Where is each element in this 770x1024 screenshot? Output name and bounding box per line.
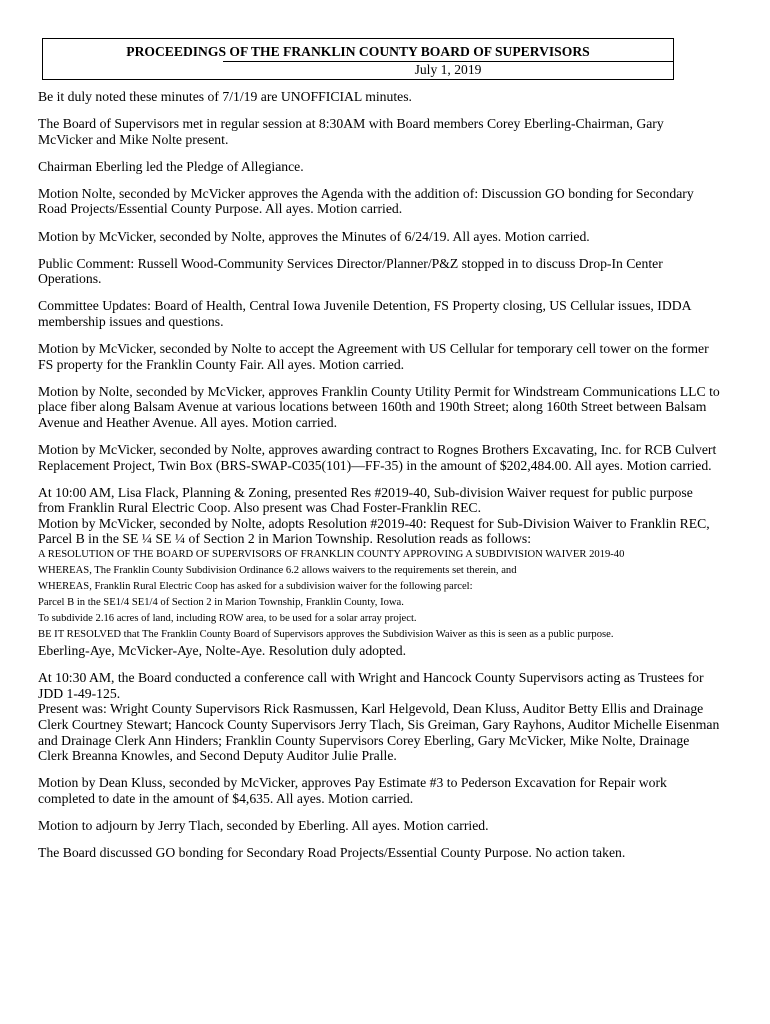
- header-box: [42, 38, 674, 80]
- utility-permit-motion: Motion by Nolte, seconded by McVicker, approves Franklin County Utility Permit for Windstream Communications LLC to place fiber along Balsam Avenue at various locations between 160th and 190th Street; along 160th Street between Balsam Avenue and Heather Avenue. All ayes. Motion carried.: [38, 383, 720, 430]
- document-title: PROCEEDINGS OF THE FRANKLIN COUNTY BOARD OF SUPERVISORS: [126, 44, 590, 59]
- resolution-parcel: Parcel B in the SE1/4 SE1/4 of Section 2 in Marion Township, Franklin County, Iowa.: [38, 597, 404, 609]
- zoning-presentation: At 10:00 AM, Lisa Flack, Planning & Zoning, presented Res #2019-40, Sub-division Waiver request for public purpose from Franklin Rural Electric Coop. Also present was Chad Foster-Franklin REC.: [38, 484, 693, 516]
- roll-call-vote: Eberling-Aye, McVicker-Aye, Nolte-Aye. Resolution duly adopted.: [38, 643, 407, 659]
- resolution-whereas-1: WHEREAS, The Franklin County Subdivision Ordinance 6.2 allows waivers to the requirements set therein, and: [38, 565, 517, 577]
- resolution-purpose: To subdivide 2.16 acres of land, including ROW area, to be used for a solar array project.: [38, 613, 417, 625]
- resolution-text: [38, 547, 720, 643]
- conference-call: At 10:30 AM, the Board conducted a conference call with Wright and Hancock County Supervisors acting as Trustees for JDD 1-49-125.: [38, 670, 704, 701]
- meeting-date: July 1, 2019: [223, 61, 673, 79]
- agenda-motion: Motion Nolte, seconded by McVicker approves the Agenda with the addition of: Discussion GO bonding for Secondary Road Projects/Essential County Purpose. All ayes. Motion carried.: [38, 185, 694, 217]
- resolution-motion: Motion by McVicker, seconded by Nolte, adopts Resolution #2019-40: Request for Sub-Division Waiver to Franklin REC, Parcel B in the SE ¼ SE ¼ of Section 2 in Marion Township. Resolution reads as follows:: [38, 515, 710, 547]
- document-page: [38, 38, 720, 861]
- adjourn-motion: Motion to adjourn by Jerry Tlach, seconded by Eberling. All ayes. Motion carried.: [38, 817, 489, 833]
- resolution-heading: A RESOLUTION OF THE BOARD OF SUPERVISORS OF FRANKLIN COUNTY APPROVING A SUBDIVISION WAIVER 2019-40: [38, 549, 625, 561]
- attendees-list: Present was: Wright County Supervisors Rick Rasmussen, Karl Helgevold, Dean Kluss, Auditor Betty Ellis and Drainage Clerk Courtney Stewart; Hancock County Supervisors Jerry Tlach, Sis Greiman, Gary Rayhons, Auditor Michelle Eisenman and Drainage Clerk Ann Hinders; Franklin County Supervisors Corey Eberling, Gary McVicker, Mike Nolte, Drainage Clerk Breanna Knowles, and Second Deputy Auditor Julie Pralle.: [38, 701, 720, 764]
- attendance-paragraph: The Board of Supervisors met in regular session at 8:30AM with Board members Corey Eberling-Chairman, Gary McVicker and Mike Nolte present.: [38, 116, 664, 147]
- minutes-motion: Motion by McVicker, seconded by Nolte, approves the Minutes of 6/24/19. All ayes. Motion carried.: [38, 228, 590, 244]
- pledge-paragraph: Chairman Eberling led the Pledge of Allegiance.: [38, 158, 304, 174]
- pay-estimate-motion: Motion by Dean Kluss, seconded by McVicker, approves Pay Estimate #3 to Pederson Excavation for Repair work completed to date in the amount of $4,635. All ayes. Motion carried.: [38, 775, 667, 806]
- public-comment: Public Comment: Russell Wood-Community Services Director/Planner/P&Z stopped in to discuss Drop-In Center Operations.: [38, 255, 663, 287]
- go-bonding-discussion: The Board discussed GO bonding for Secondary Road Projects/Essential County Purpose. No action taken.: [38, 845, 626, 860]
- committee-updates: Committee Updates: Board of Health, Central Iowa Juvenile Detention, FS Property closing, US Cellular issues, IDDA membership issues and questions.: [38, 298, 691, 329]
- resolution-whereas-2: WHEREAS, Franklin Rural Electric Coop has asked for a subdivision waiver for the following parcel:: [38, 581, 473, 593]
- resolution-resolved: BE IT RESOLVED that The Franklin County Board of Supervisors approves the Subdivision Waiver as this is seen as a public purpose.: [38, 629, 614, 641]
- unofficial-notice: Be it duly noted these minutes of 7/1/19 are UNOFFICIAL minutes.: [38, 89, 412, 104]
- culvert-contract-motion: Motion by McVicker, seconded by Nolte, approves awarding contract to Rognes Brothers Excavating, Inc. for RCB Culvert Replacement Project, Twin Box (BRS-SWAP-C035(101)—FF-35) in the amount of $202,484.00. All ayes. Motion carried.: [38, 442, 717, 473]
- us-cellular-motion: Motion by McVicker, seconded by Nolte to accept the Agreement with US Cellular for temporary cell tower on the former FS property for the Franklin County Fair. All ayes. Motion carried.: [38, 341, 709, 372]
